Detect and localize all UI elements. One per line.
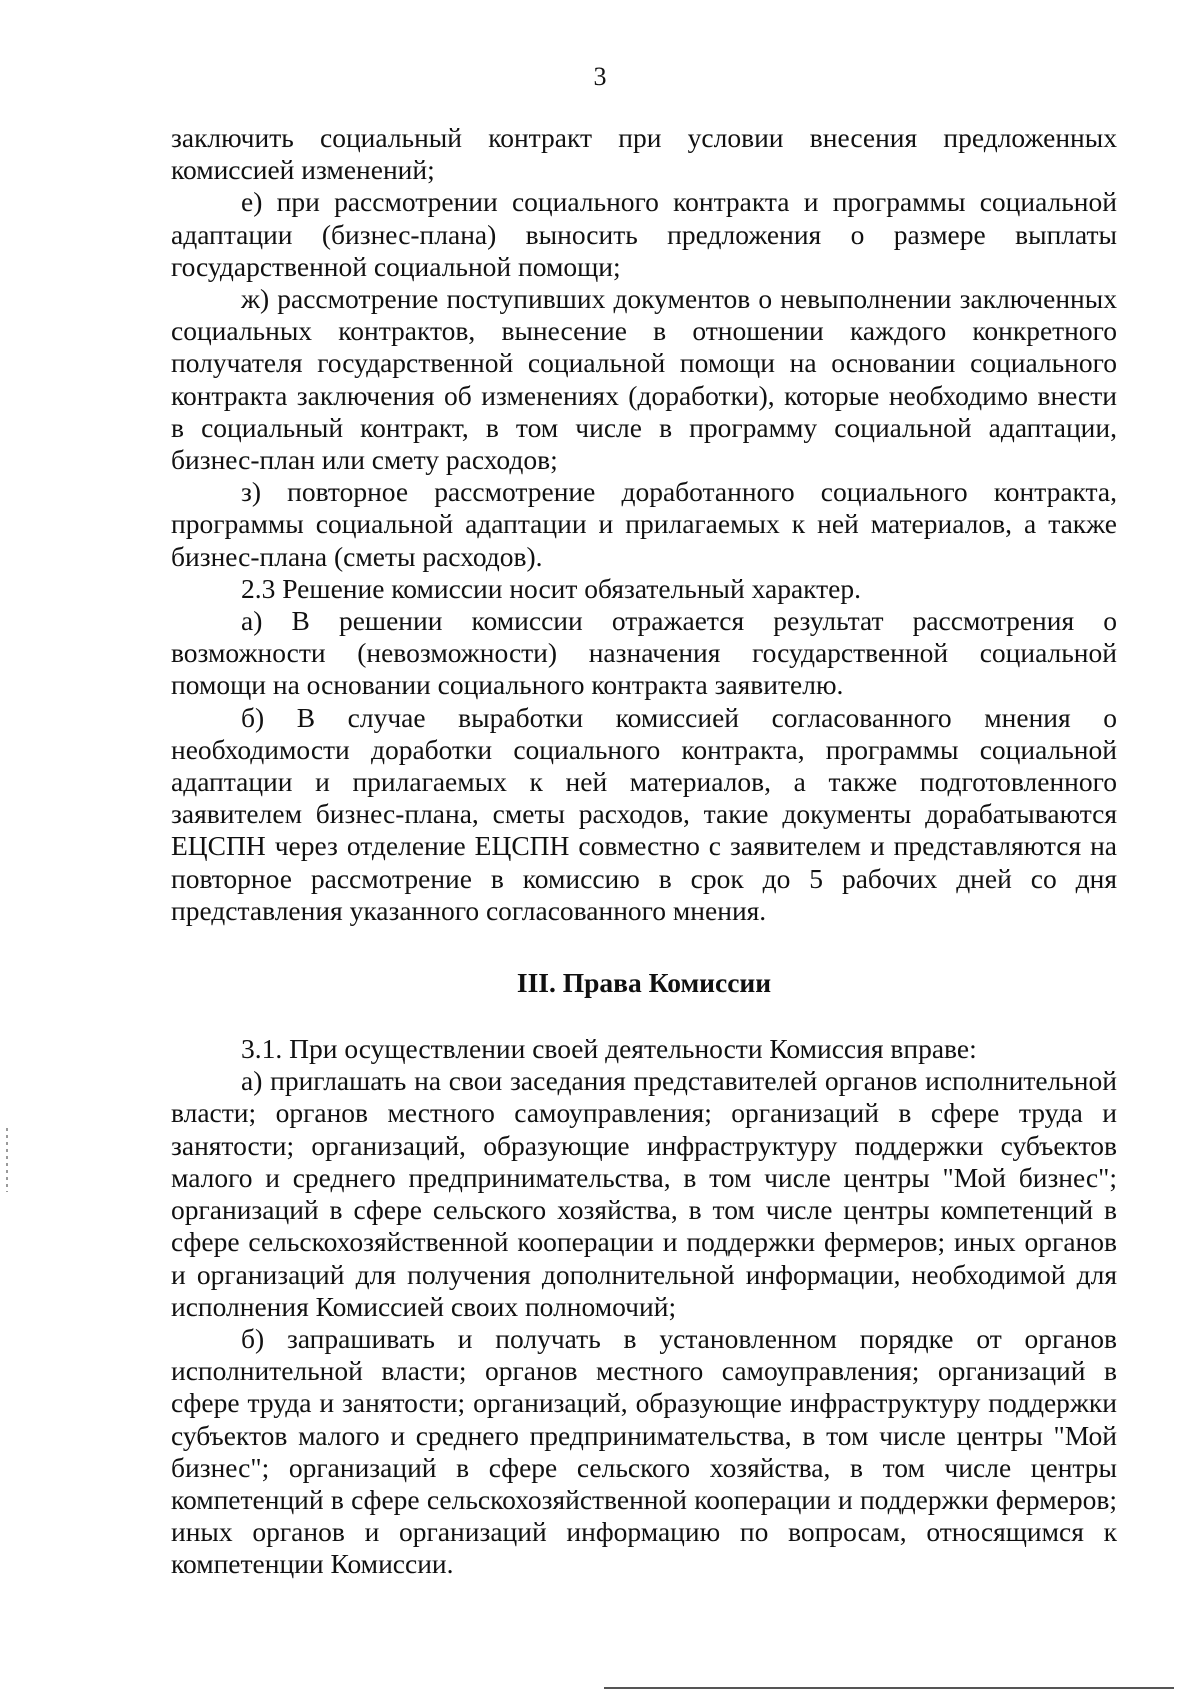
paragraph-3-1: 3.1. При осуществлении своей деятельности Комиссия вправе: bbox=[241, 1033, 977, 1065]
paragraph-2-3-a: а) В решении комиссии отражается результат рассмотрения о возможности (невозможности) назначения государственной социальной помощи на основании социального контракта заявителю. bbox=[171, 605, 1117, 701]
page-number: 3 bbox=[593, 62, 607, 91]
paragraph-3-1-b: б) запрашивать и получать в установленном порядке от органов исполнительной власти; органов местного самоуправления; организаций в сфере труда и занятости; организаций, образующие инфраструктуру поддержки субъектов малого и среднего предпринимательства, в том числе центры "Мой бизнес"; организаций в сфере сельского хозяйства, в том числе центры компетенций в сфере сельскохозяйственной кооперации и поддержки фермеров; иных органов и организаций информацию по вопросам, относящимся к компетенции Комиссии. bbox=[171, 1322, 1117, 1580]
section-heading: III. Права Комиссии bbox=[516, 967, 772, 999]
paragraph-2-3-b: б) В случае выработки комиссией согласованного мнения о необходимости доработки социального контракта, программы социальной адаптации и прилагаемых к ней материалов, а также подготовленного заявителем бизнес-плана, сметы расходов, такие документы дорабатываются ЕЦСПН через отделение ЕЦСПН совместно с заявителем и представляются на повторное рассмотрение в комиссию в срок до 5 рабочих дней со дня представления указанного согласованного мнения. bbox=[171, 701, 1117, 926]
scan-margin-mark bbox=[6, 1128, 8, 1192]
paragraph-item-z: з) повторное рассмотрение доработанного социального контракта, программы социальной адаптации и прилагаемых к ней материалов, а также бизнес-плана (сметы расходов). bbox=[171, 476, 1117, 572]
document-body bbox=[171, 122, 1117, 1581]
paragraph-continuation: заключить социальный контракт при условии внесения предложенных комиссией изменений; bbox=[171, 122, 1117, 186]
paragraph-item-zh: ж) рассмотрение поступивших документов о невыполнении заключенных социальных контрактов, вынесение в отношении каждого конкретного получателя государственной социальной помощи на основании социального контракта заключения об изменениях (доработки), которые необходимо внести в социальный контракт, в том числе в программу социальной адаптации, бизнес-план или смету расходов; bbox=[171, 283, 1117, 476]
paragraph-3-1-a: а) приглашать на свои заседания представителей органов исполнительной власти; органов местного самоуправления; организаций в сфере труда и занятости; организаций, образующие инфраструктуру поддержки субъектов малого и среднего предпринимательства, в том числе центры "Мой бизнес"; организаций в сфере сельского хозяйства, в том числе центры компетенций в сфере сельскохозяйственной кооперации и поддержки фермеров; иных органов и организаций для получения дополнительной информации, необходимой для исполнения Комиссией своих полномочий; bbox=[171, 1065, 1117, 1322]
paragraph-item-e: е) при рассмотрении социального контракта и программы социальной адаптации (бизнес-плана) выносить предложения о размере выплаты государственной социальной помощи; bbox=[171, 186, 1117, 282]
bottom-rule bbox=[604, 1687, 1174, 1689]
paragraph-2-3: 2.3 Решение комиссии носит обязательный характер. bbox=[241, 572, 862, 604]
